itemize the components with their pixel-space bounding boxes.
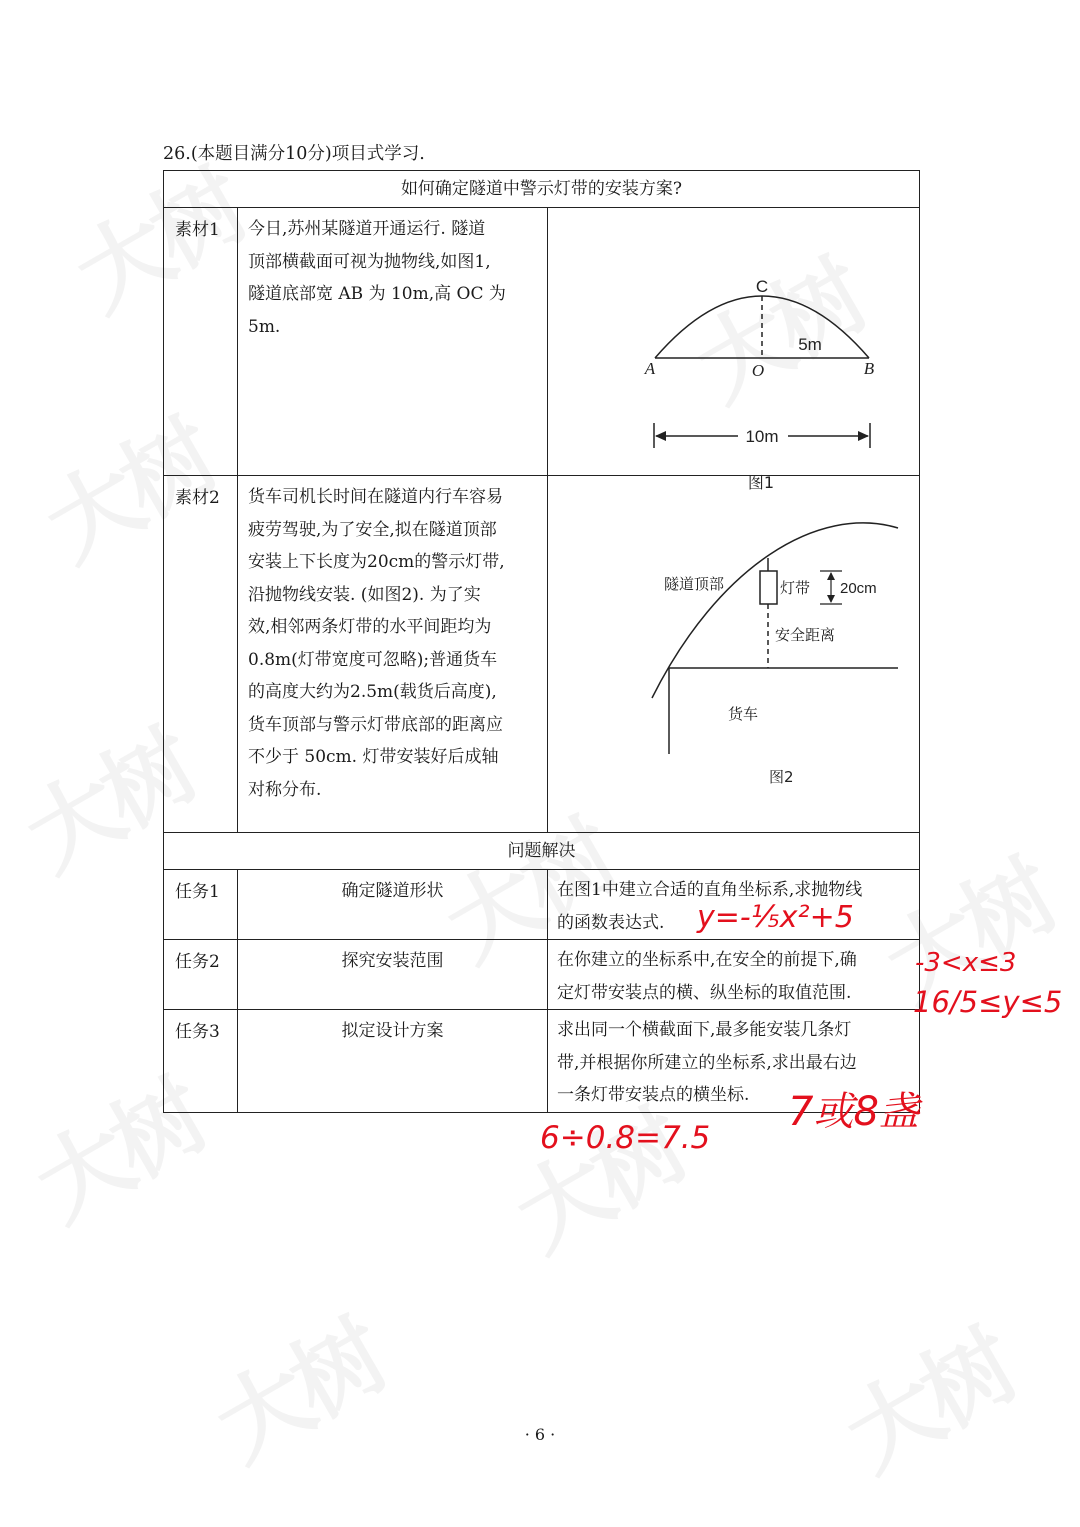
task-label: 任务3	[164, 1010, 238, 1113]
svg-text:图2: 图2	[769, 768, 794, 786]
task-label: 任务2	[164, 940, 238, 1010]
handwritten-answer-y-range: 16/5≤y≤5	[913, 985, 1063, 1019]
svg-text:灯带: 灯带	[780, 579, 811, 597]
figure-1	[548, 208, 920, 492]
question-table	[163, 170, 920, 1113]
question-title: 26.(本题目满分10分)项目式学习.	[163, 144, 425, 164]
task-name: 拟定设计方案	[238, 1010, 548, 1113]
task-description: 在你建立的坐标系中,在安全的前提下,确 定灯带安装点的横、纵坐标的取值范围.	[548, 940, 920, 1010]
svg-text:安全距离: 安全距离	[775, 626, 836, 644]
watermark	[819, 1296, 1034, 1496]
task-row	[164, 940, 920, 1010]
truck-tunnel-diagram	[548, 476, 920, 833]
svg-text:O: O	[751, 361, 765, 380]
material-label: 素材1	[164, 208, 238, 476]
material-label: 素材2	[164, 476, 238, 833]
watermark	[189, 1286, 404, 1486]
handwritten-calculation: 6÷0.8=7.5	[540, 1120, 711, 1156]
svg-text:图1: 图1	[747, 473, 775, 492]
svg-text:A: A	[644, 359, 656, 378]
svg-text:B: B	[863, 359, 875, 378]
handwritten-answer-task1: y=-⅕x²+5	[697, 900, 854, 935]
svg-text:20cm: 20cm	[840, 580, 877, 597]
solve-heading: 问题解决	[164, 833, 920, 870]
svg-text:货车: 货车	[728, 705, 759, 723]
handwritten-answer-task3: 7或8盏	[788, 1089, 919, 1135]
material-text: 今日,苏州某隧道开通运行. 隧道 顶部横截面可视为抛物线,如图1, 隧道底部宽 AB 为 10m,高 OC 为 5m.	[238, 208, 548, 476]
page-number: · 6 ·	[524, 1425, 556, 1444]
material-text: 货车司机长时间在隧道内行车容易 疲劳驾驶,为了安全,拟在隧道顶部 安装上下长度为20cm的警示灯带, 沿抛物线安装. (如图2). 为了实 效,相邻两条灯带的水平间距均为 0.8m(灯带宽度可忽略);普通货车 的高度大约为2.5m(载货后高度), 货车顶部与警示灯带底部的距离应 不少于 50cm. 灯带安装好后成轴 对称分布.	[238, 476, 548, 833]
parabola-tunnel-diagram	[548, 208, 920, 492]
task-label: 任务1	[164, 870, 238, 940]
material-row	[164, 476, 920, 833]
table-heading: 如何确定隧道中警示灯带的安装方案?	[164, 171, 920, 208]
svg-text:隧道顶部: 隧道顶部	[664, 575, 725, 593]
task-description: 求出同一个横截面下,最多能安装几条灯 带,并根据你所建立的坐标系,求出最右边 一条灯带安装点的横坐标.	[548, 1010, 920, 1113]
svg-text:10m: 10m	[745, 427, 779, 446]
task-description: 在图1中建立合适的直角坐标系,求抛物线 的函数表达式.	[548, 870, 920, 940]
figure-2	[548, 476, 920, 833]
material-row	[164, 208, 920, 476]
task-name: 探究安装范围	[238, 940, 548, 1010]
svg-text:C: C	[755, 277, 769, 296]
handwritten-answer-x-range: -3<x≤3	[915, 948, 1017, 978]
svg-text:5m: 5m	[798, 335, 822, 354]
task-name: 确定隧道形状	[238, 870, 548, 940]
